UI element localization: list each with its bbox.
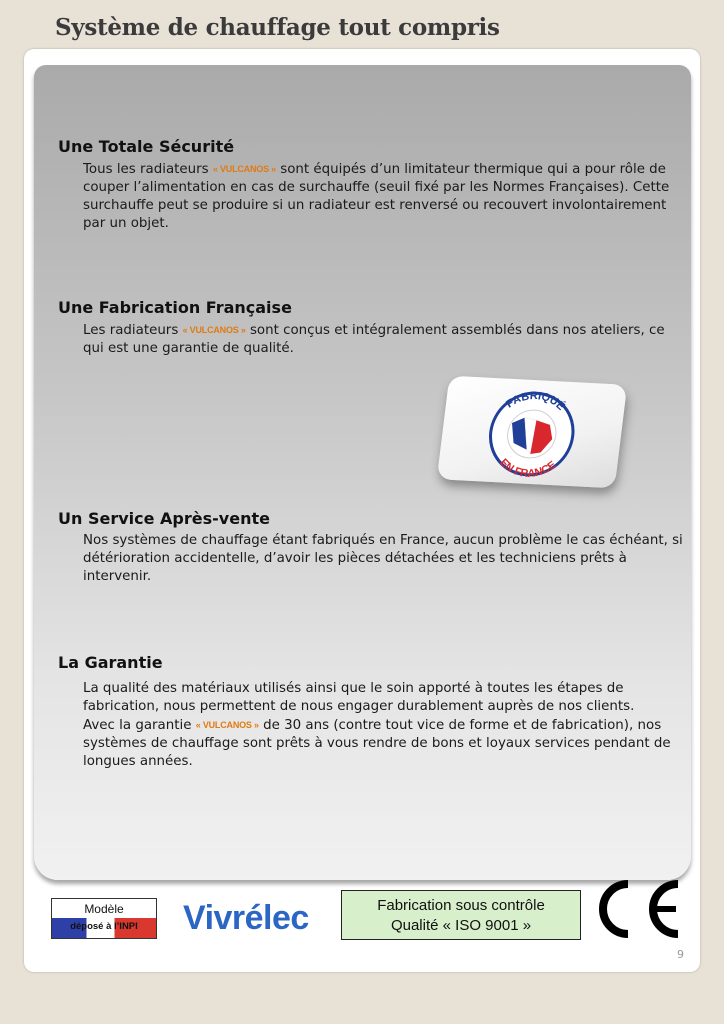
iso-certification-box bbox=[341, 890, 581, 940]
vulcanos-brand: « VULCANOS » bbox=[182, 325, 246, 335]
section-text-guarantee: Avec la garantie « VULCANOS » de 30 ans (contre tout vice de forme et de fabrication), nos systèmes de chauffage sont prêts à vous rendre de bons et loyaux services pendant de longues années. bbox=[83, 718, 671, 769]
fabrique-en-france-logo bbox=[437, 376, 627, 489]
badge-bottom-text: EN FRANCE bbox=[497, 456, 559, 480]
iso-line-2: Qualité « ISO 9001 » bbox=[390, 917, 532, 934]
ce-mark-icon bbox=[594, 876, 686, 942]
iso-line-1: Fabrication sous contrôle bbox=[377, 897, 545, 914]
modele-depose-badge bbox=[51, 898, 157, 939]
section-text: Tous les radiateurs « VULCANOS » sont équipés d’un limitateur thermique qui a pour rôle de couper l’alimentation en cas de surchauffe (seuil fixé par les Normes Françaises). Cette surchauffe peut se produire si un radiateur est renversé ou recouvert involontairement par un objet. bbox=[83, 162, 670, 231]
fabrique-en-france-badge bbox=[437, 376, 627, 489]
model-top-label: Modèle bbox=[84, 902, 124, 916]
section-text: La qualité des matériaux utilisés ainsi que le soin apporté à toutes les étapes de fabrication, nous permettent de nous engager durablement auprès de nos clients. bbox=[83, 681, 635, 714]
badge-top-text: FABRIQUÉ bbox=[504, 390, 568, 413]
model-bottom-label: déposé à l’INPI bbox=[70, 921, 138, 932]
section-fabrication bbox=[58, 298, 683, 358]
vivrelec-logo: Vivrélec bbox=[183, 899, 309, 937]
section-heading: La Garantie bbox=[58, 653, 163, 672]
section-text: Les radiateurs « VULCANOS » sont conçus et intégralement assemblés dans nos ateliers, ce qui est une garantie de qualité. bbox=[83, 323, 665, 356]
page-title: Système de chauffage tout compris bbox=[55, 14, 500, 41]
vulcanos-brand: « VULCANOS » bbox=[195, 720, 259, 730]
section-heading: Un Service Après-vente bbox=[58, 509, 270, 528]
section-securite bbox=[58, 137, 683, 233]
section-service bbox=[58, 509, 683, 586]
section-text: Nos systèmes de chauffage étant fabriqués en France, aucun problème le cas échéant, si détérioration accidentelle, d’avoir les pièces détachées et les techniciens prêts à intervenir. bbox=[83, 533, 683, 584]
section-garantie bbox=[58, 653, 683, 771]
vulcanos-brand: « VULCANOS » bbox=[212, 164, 276, 174]
model-flag-band bbox=[52, 918, 156, 938]
section-heading: Une Fabrication Française bbox=[58, 298, 292, 317]
page-number: 9 bbox=[677, 948, 684, 961]
section-heading: Une Totale Sécurité bbox=[58, 137, 235, 156]
